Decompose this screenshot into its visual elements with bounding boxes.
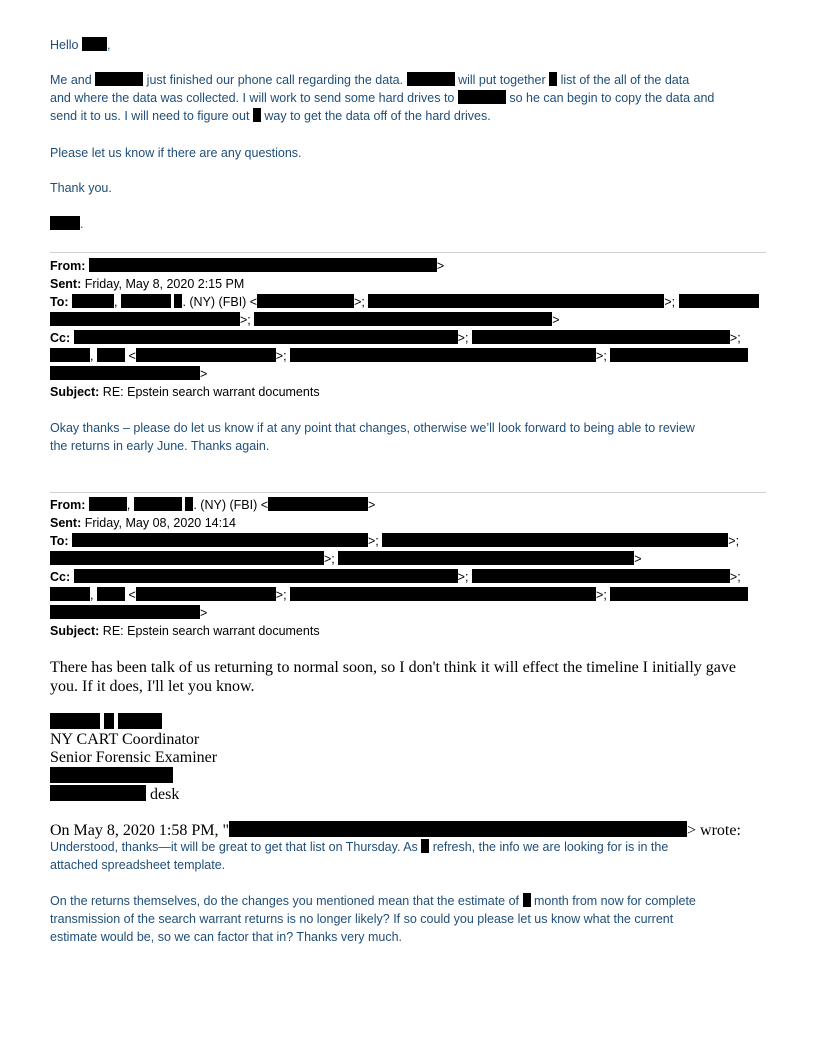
- message-line: Okay thanks – please do let us know if at any point that changes, otherwise we’ll look forward to being able to review: [50, 421, 695, 435]
- punctuation: ,: [90, 588, 94, 602]
- punctuation: >;: [729, 331, 741, 345]
- signature-title: Senior Forensic Examiner: [50, 749, 218, 766]
- text-run: will put together: [458, 73, 546, 87]
- text-run: On the returns themselves, do the changes you mentioned mean that the estimate of: [50, 894, 520, 908]
- redaction: [97, 348, 125, 362]
- redaction: [290, 348, 596, 362]
- punctuation: >;: [728, 534, 740, 548]
- punctuation: >;: [240, 313, 251, 327]
- redaction: [338, 551, 634, 565]
- header-subject: [50, 383, 320, 401]
- redaction: [254, 312, 552, 326]
- separator: [50, 492, 766, 493]
- punctuation: >;: [664, 295, 676, 309]
- signature-desk: [50, 785, 179, 804]
- separator: [50, 252, 766, 253]
- paragraph-line: [50, 89, 714, 107]
- punctuation: ,: [106, 38, 111, 52]
- text-run: Understood, thanks—it will be great to get that list on Thursday. As: [50, 840, 418, 854]
- punctuation: <: [128, 349, 136, 363]
- redaction: [121, 294, 171, 308]
- punctuation: ,: [114, 295, 118, 309]
- punctuation: <: [128, 588, 136, 602]
- redaction: [136, 348, 276, 362]
- subject-value: RE: Epstein search warrant documents: [102, 385, 320, 399]
- header-to: [50, 293, 759, 311]
- punctuation: >;: [596, 588, 607, 602]
- text-run: way to get the data off of the hard drives.: [264, 109, 491, 123]
- redaction: [368, 294, 664, 308]
- redaction: [95, 72, 143, 86]
- redaction: [610, 587, 748, 601]
- from-label: From:: [50, 498, 86, 512]
- redaction: [407, 72, 455, 86]
- redaction: [134, 497, 182, 511]
- cc-label: Cc:: [50, 331, 71, 345]
- redaction: [382, 533, 728, 547]
- header-sent: [50, 275, 244, 293]
- redaction: [50, 366, 200, 380]
- redaction: [50, 312, 240, 326]
- punctuation: >: [634, 552, 642, 566]
- message-line: you. If it does, I'll let you know.: [50, 678, 255, 695]
- greeting-text: Hello: [50, 38, 79, 52]
- punctuation: >;: [324, 552, 335, 566]
- redaction: [421, 839, 429, 853]
- header-to-cont: [50, 311, 560, 329]
- punctuation: >: [368, 498, 376, 512]
- redaction: [74, 569, 458, 583]
- sent-label: Sent:: [50, 277, 82, 291]
- signature-phone: [50, 767, 173, 786]
- redaction: [89, 258, 437, 272]
- header-cc-cont2: [50, 365, 207, 383]
- redaction: [50, 785, 146, 801]
- text-run: refresh, the info we are looking for is in the: [432, 840, 669, 854]
- desk-label: desk: [150, 786, 180, 803]
- redaction: [458, 90, 506, 104]
- punctuation: >;: [457, 570, 469, 584]
- redaction: [97, 587, 125, 601]
- to-recipient: . (NY) (FBI) <: [182, 295, 258, 309]
- punctuation: >;: [596, 349, 607, 363]
- redaction: [549, 72, 557, 86]
- redaction: [268, 497, 368, 511]
- punctuation: >;: [729, 570, 741, 584]
- redaction: [229, 821, 687, 837]
- greeting-line: [50, 36, 110, 54]
- signature-name: [50, 713, 162, 732]
- punctuation: >: [436, 259, 445, 273]
- paragraph-line: [50, 71, 689, 89]
- to-label: To:: [50, 534, 69, 548]
- quote-wrote: > wrote:: [686, 822, 741, 839]
- header-to: [50, 532, 739, 550]
- text-run: send it to us. I will need to figure out: [50, 109, 250, 123]
- sent-value: Friday, May 8, 2020 2:15 PM: [84, 277, 245, 291]
- header-from: [50, 257, 444, 275]
- redaction: [72, 294, 114, 308]
- redaction: [523, 893, 531, 907]
- header-from: [50, 496, 375, 514]
- header-cc: [50, 568, 741, 586]
- punctuation: ,: [126, 498, 131, 512]
- redaction: [50, 605, 200, 619]
- redaction: [89, 497, 127, 511]
- paragraph-line: [50, 107, 491, 125]
- message-line: estimate would be, so we can factor that in? Thanks very much.: [50, 930, 403, 944]
- redaction: [257, 294, 354, 308]
- punctuation: .: [80, 217, 84, 231]
- quote-date: On May 8, 2020 1:58 PM, ": [50, 822, 229, 839]
- redaction: [472, 330, 730, 344]
- redaction: [104, 713, 114, 729]
- message-line: transmission of the search warrant returns is no longer likely? If so could you please let us know what the current: [50, 912, 674, 926]
- redaction: [72, 533, 368, 547]
- header-cc-cont: [50, 586, 748, 604]
- subject-value: RE: Epstein search warrant documents: [102, 624, 320, 638]
- header-to-cont: [50, 550, 642, 568]
- redaction: [50, 587, 90, 601]
- message-line: attached spreadsheet template.: [50, 858, 226, 872]
- header-cc-cont2: [50, 604, 207, 622]
- cc-label: Cc:: [50, 570, 71, 584]
- text-run: Me and: [50, 73, 92, 87]
- text-run: just finished our phone call regarding the data.: [146, 73, 404, 87]
- subject-label: Subject:: [50, 624, 100, 638]
- redaction: [50, 348, 90, 362]
- message-line: [50, 892, 696, 910]
- redaction: [136, 587, 276, 601]
- redaction: [253, 108, 261, 122]
- punctuation: >;: [368, 534, 379, 548]
- text-run: month from now for complete: [534, 894, 696, 908]
- header-cc-cont: [50, 347, 748, 365]
- redaction: [290, 587, 596, 601]
- redaction: [50, 713, 100, 729]
- signature-line: [50, 215, 83, 233]
- message-line: There has been talk of us returning to normal soon, so I don't think it will effect the timeline I initially gave: [50, 659, 736, 676]
- punctuation: >: [200, 606, 208, 620]
- redaction: [82, 37, 107, 51]
- punctuation: >;: [354, 295, 365, 309]
- from-sender: . (NY) (FBI) <: [193, 498, 269, 512]
- message-line: the returns in early June. Thanks again.: [50, 439, 270, 453]
- redaction: [50, 551, 324, 565]
- redaction: [472, 569, 730, 583]
- text-run: and where the data was collected. I will work to send some hard drives to: [50, 91, 455, 105]
- redaction: [679, 294, 759, 308]
- redaction: [118, 713, 162, 729]
- punctuation: >;: [457, 331, 469, 345]
- header-cc: [50, 329, 741, 347]
- header-subject: [50, 622, 320, 640]
- redaction: [50, 767, 173, 783]
- redaction: [610, 348, 748, 362]
- punctuation: >;: [275, 349, 287, 363]
- sent-label: Sent:: [50, 516, 82, 530]
- signature-title: NY CART Coordinator: [50, 731, 200, 748]
- punctuation: >: [552, 313, 560, 327]
- paragraph-line: Please let us know if there are any questions.: [50, 146, 302, 160]
- text-run: so he can begin to copy the data and: [509, 91, 715, 105]
- message-line: [50, 838, 668, 856]
- punctuation: >;: [275, 588, 287, 602]
- from-label: From:: [50, 259, 86, 273]
- to-label: To:: [50, 295, 69, 309]
- punctuation: ,: [90, 349, 94, 363]
- subject-label: Subject:: [50, 385, 100, 399]
- closing-line: Thank you.: [50, 181, 112, 195]
- header-sent: [50, 514, 236, 532]
- redaction: [74, 330, 458, 344]
- redaction: [50, 216, 80, 230]
- text-run: list of the all of the data: [560, 73, 690, 87]
- sent-value: Friday, May 08, 2020 14:14: [84, 516, 236, 530]
- punctuation: >: [200, 367, 208, 381]
